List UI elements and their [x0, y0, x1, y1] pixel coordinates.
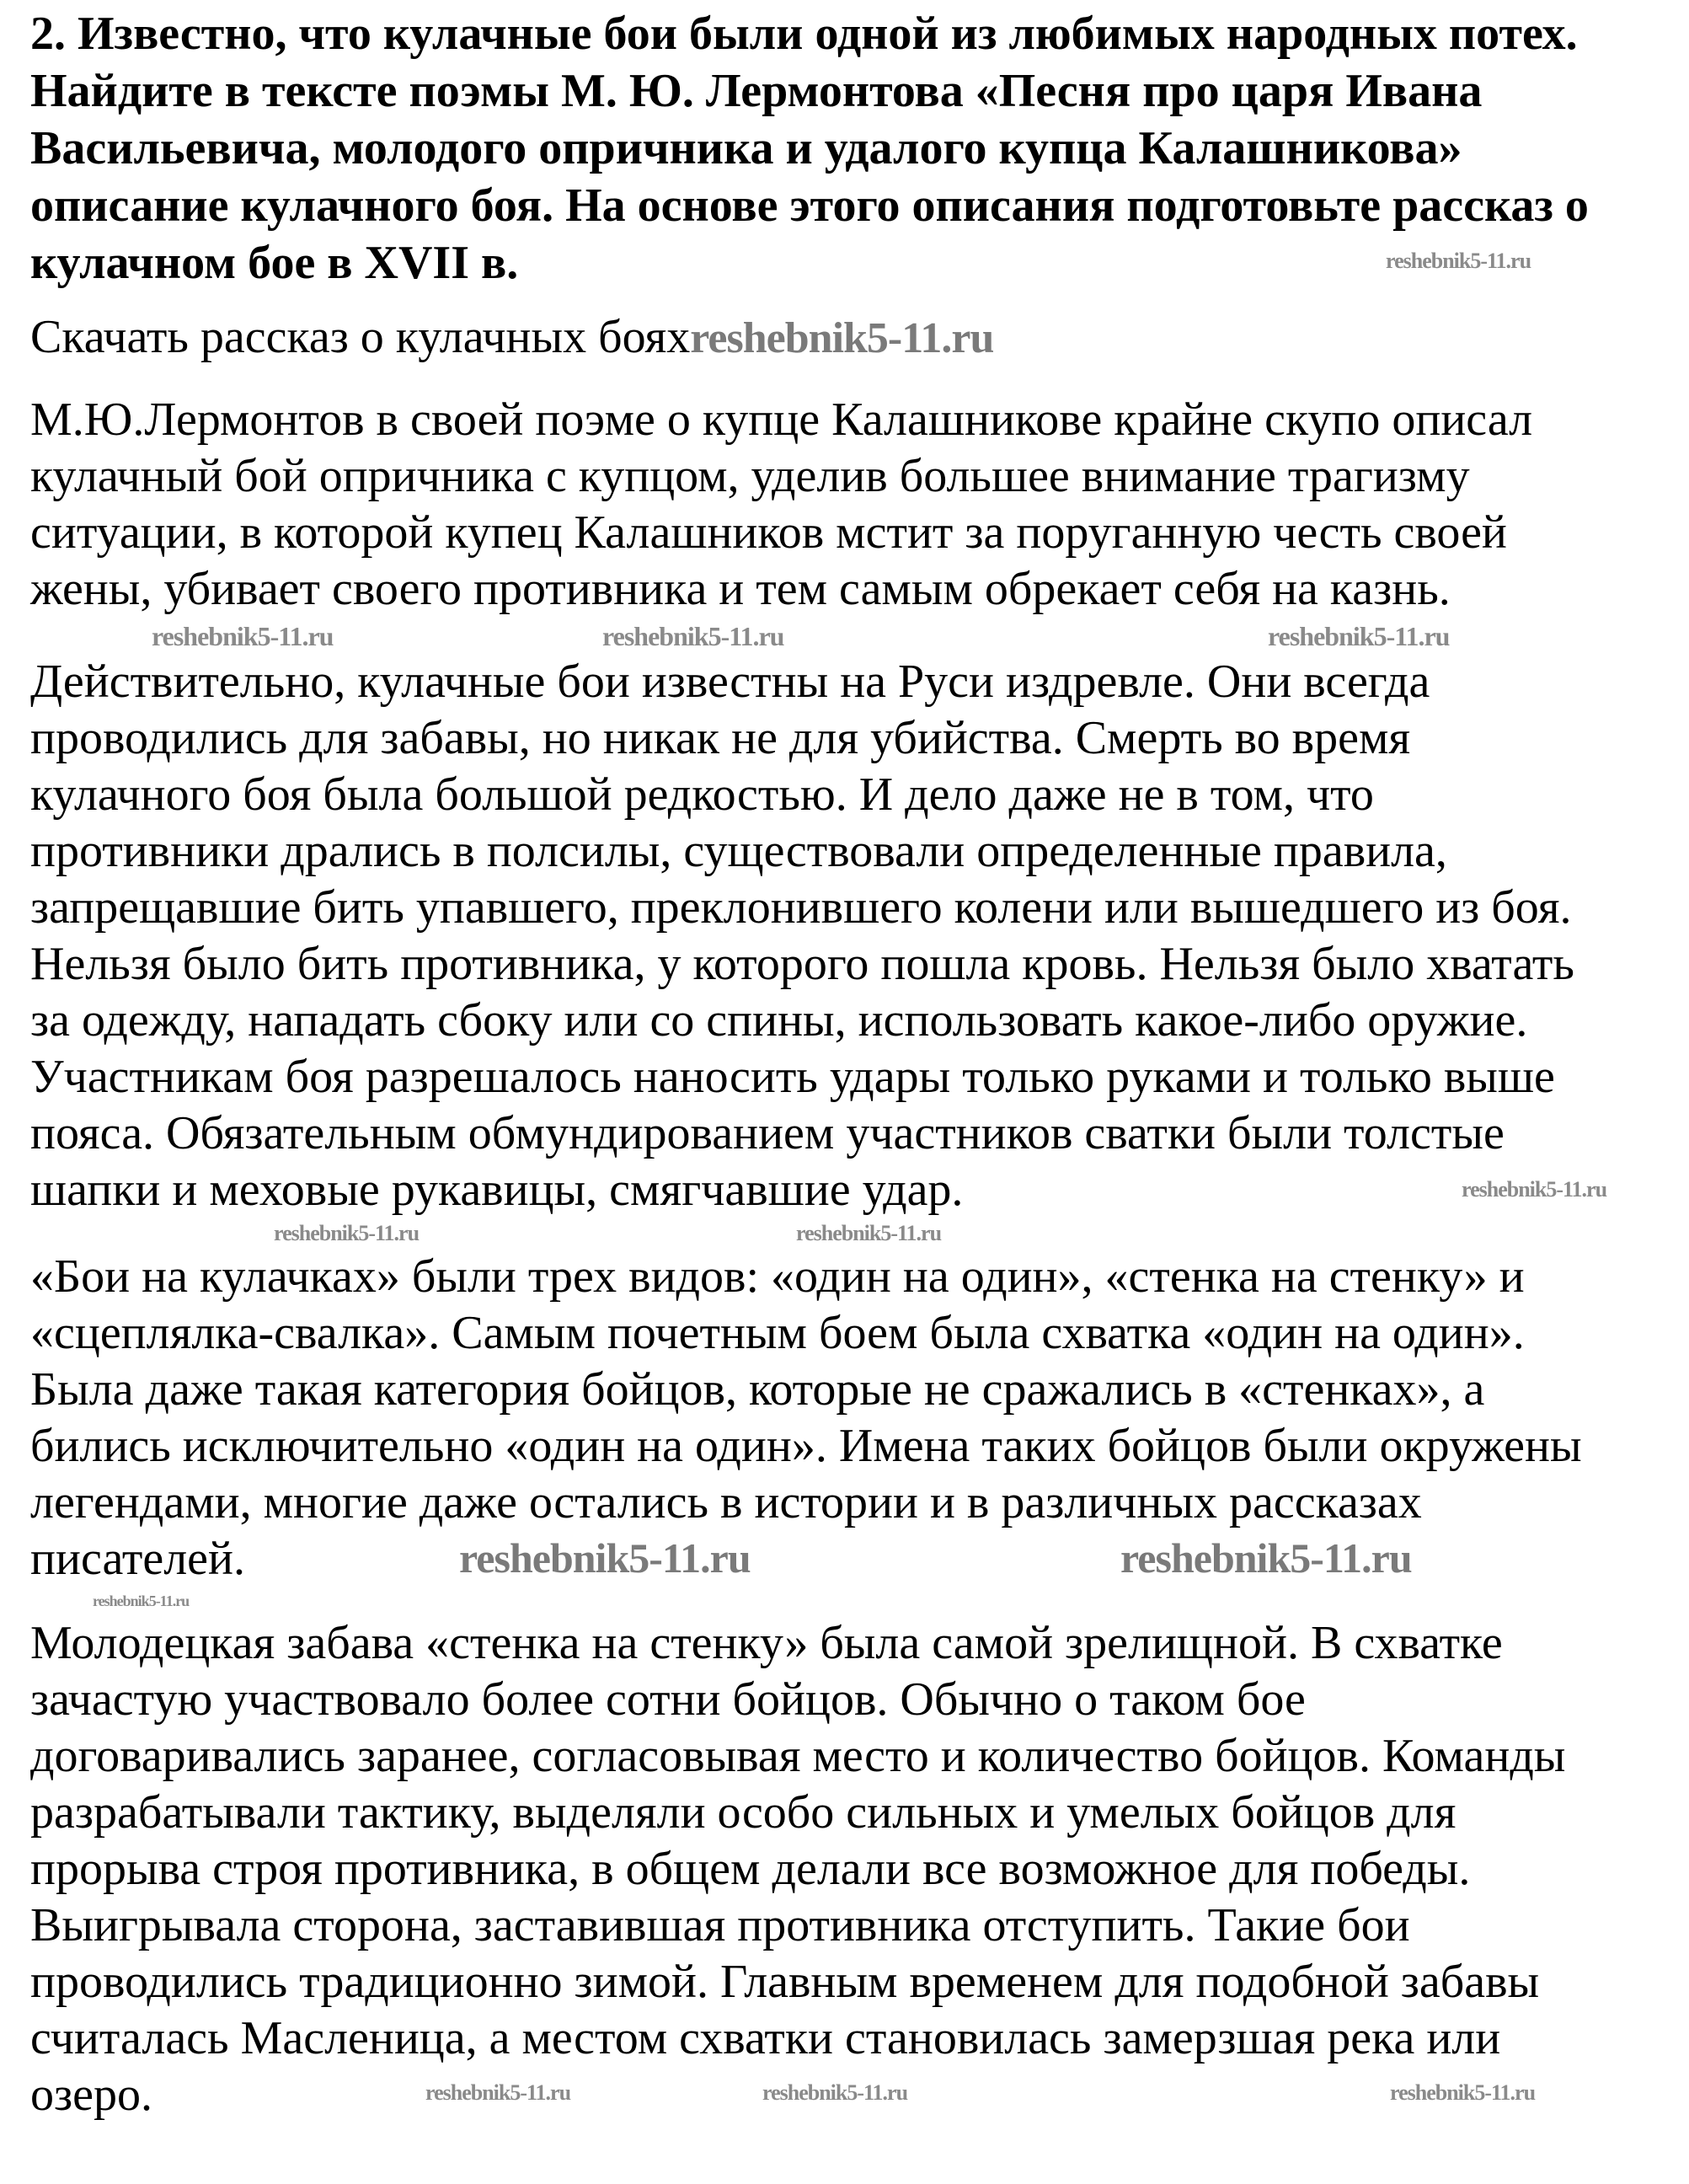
watermark: reshebnik5-11.ru	[602, 621, 784, 651]
text-line: проводились традиционно зимой. Главным временем для подобной забавы	[30, 1956, 1540, 2008]
text-line: Была даже такая категория бойцов, которые не сражались в «стенках», а	[30, 1363, 1485, 1416]
heading-line: Найдите в тексте поэмы М. Ю. Лермонтова «Песня про царя Ивана	[30, 65, 1483, 117]
text-line: писателей.	[30, 1533, 245, 1585]
heading-line: Васильевича, молодого опричника и удалого купца Калашникова»	[30, 122, 1462, 174]
watermark: reshebnik5-11.ru	[1386, 249, 1531, 273]
paragraph-1	[30, 392, 1532, 618]
download-link[interactable]	[30, 309, 993, 367]
text-line: шапки и меховые рукавицы, смягчавшие удар.	[30, 1164, 964, 1216]
text-line: считалась Масленица, а местом схватки становилась замерзшая река или	[30, 2012, 1501, 2064]
text-line: Участникам боя разрешалось наносить удары только руками и только выше	[30, 1051, 1555, 1103]
text-line: ситуации, в которой купец Калашников мстит за поруганную честь своей	[30, 506, 1507, 559]
watermark: reshebnik5-11.ru	[1390, 2080, 1536, 2105]
text-line: пояса. Обязательным обмундированием участников сватки были толстые	[30, 1107, 1505, 1159]
watermark: reshebnik5-11.ru	[796, 1221, 942, 1245]
text-line: проводились для забавы, но никак не для убийства. Смерть во время	[30, 712, 1411, 764]
text-line: легендами, многие даже остались в истории и в различных рассказах	[30, 1476, 1422, 1528]
text-line: за одежду, нападать сбоку или со спины, использовать какое-либо оружие.	[30, 994, 1528, 1046]
heading-line: описание кулачного боя. На основе этого описания подготовьте рассказ о	[30, 179, 1589, 232]
text-line: разрабатывали тактику, выделяли особо сильных и умелых бойцов для	[30, 1786, 1456, 1839]
text-line: Нельзя было бить противника, у которого пошла кровь. Нельзя было хватать	[30, 938, 1574, 990]
text-line: озеро.	[30, 2069, 152, 2121]
watermark: reshebnik5-11.ru	[690, 314, 994, 362]
watermark: reshebnik5-11.ru	[274, 1221, 420, 1245]
heading-line: 2. Известно, что кулачные бои были одной из любимых народных потех.	[30, 8, 1578, 60]
watermark: reshebnik5-11.ru	[1268, 621, 1450, 651]
text-line: «сцеплялка-свалка». Самым почетным боем была схватка «один на один».	[30, 1307, 1525, 1359]
text-line: Молодецкая забава «стенка на стенку» была самой зрелищной. В схватке	[30, 1617, 1503, 1669]
watermark: reshebnik5-11.ru	[1462, 1177, 1607, 1202]
download-link-text[interactable]: Скачать рассказ о кулачных боях	[30, 311, 691, 363]
text-line: зачастую участвовало более сотни бойцов. Обычно о таком бое	[30, 1673, 1306, 1726]
watermark: reshebnik5-11.ru	[425, 2080, 571, 2105]
heading-line: кулачном бое в XVII в.	[30, 237, 519, 289]
text-line: кулачный бой опричника с купцом, уделив большее внимание трагизму	[30, 450, 1470, 502]
text-line: М.Ю.Лермонтов в своей поэме о купце Калашникове крайне скупо описал	[30, 393, 1533, 446]
text-line: Выигрывала сторона, заставившая противника отступить. Такие бои	[30, 1899, 1410, 1951]
watermark: reshebnik5-11.ru	[459, 1534, 751, 1582]
text-line: противники дрались в полсилы, существовали определенные правила,	[30, 825, 1447, 877]
watermark: reshebnik5-11.ru	[93, 1592, 190, 1609]
watermark: reshebnik5-11.ru	[762, 2080, 908, 2105]
watermark: reshebnik5-11.ru	[1120, 1534, 1412, 1582]
text-line: жены, убивает своего противника и тем самым обрекает себя на казнь.	[30, 563, 1451, 615]
task-heading	[30, 5, 1589, 292]
paragraph-4	[30, 1615, 1565, 2123]
watermark: reshebnik5-11.ru	[152, 621, 334, 651]
text-line: прорыва строя противника, в общем делали все возможное для победы.	[30, 1843, 1471, 1895]
text-line: запрещавшие бить упавшего, преклонившего колени или вышедшего из боя.	[30, 881, 1572, 934]
text-line: бились исключительно «один на один». Имена таких бойцов были окружены	[30, 1420, 1582, 1472]
text-line: «Бои на кулачках» были трех видов: «один на один», «стенка на стенку» и	[30, 1250, 1525, 1303]
text-line: кулачного боя была большой редкостью. И дело даже не в том, что	[30, 768, 1374, 821]
text-line: Действительно, кулачные бои известны на Руси издревле. Они всегда	[30, 656, 1430, 708]
text-line: договаривались заранее, согласовывая место и количество бойцов. Команды	[30, 1730, 1566, 1782]
paragraph-2	[30, 654, 1574, 1218]
